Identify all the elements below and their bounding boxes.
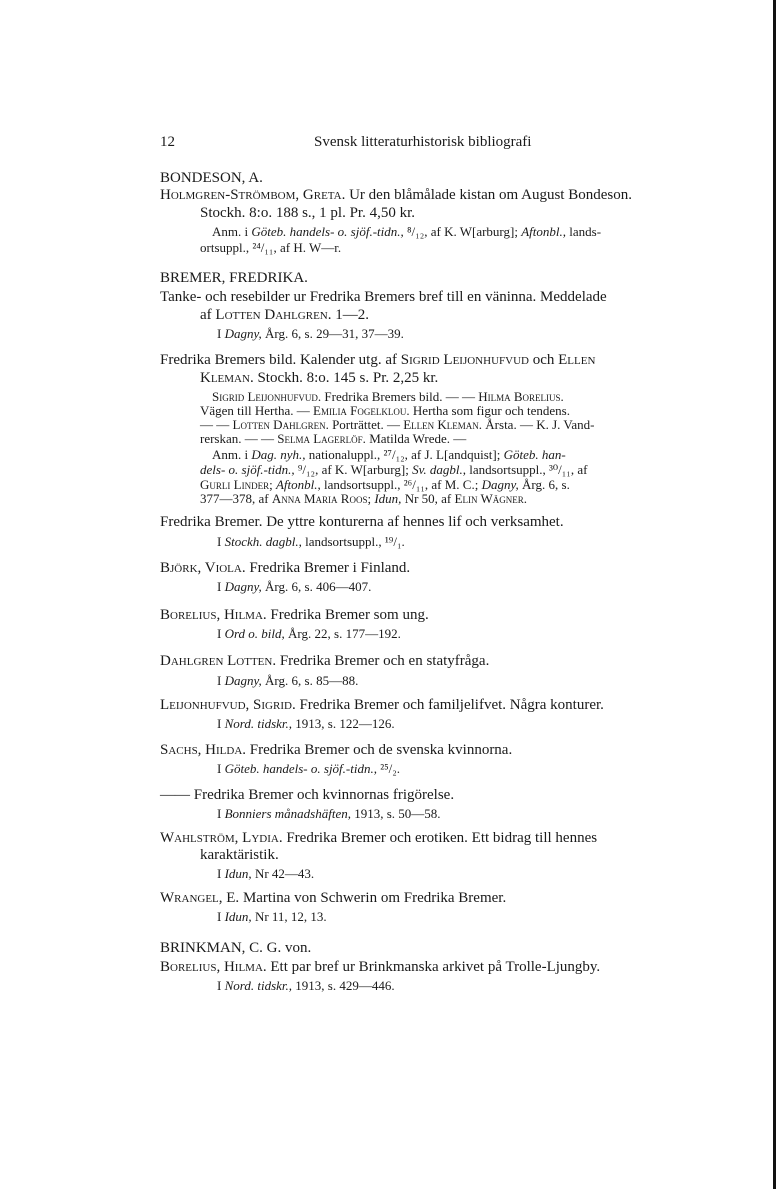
bremer-review-line-1: Anm. i Dag. nyh., nationaluppl., ²⁷/₁₂, af J. L[andquist]; Göteb. han- <box>212 447 566 462</box>
page-number: 12 <box>160 134 175 150</box>
bremer-contents-line-3: — — Lotten Dahlgren. Porträttet. — Ellen Kleman. Årsta. — K. J. Vand- <box>200 417 595 432</box>
bremer-entry-2-line-1: Fredrika Bremers bild. Kalender utg. af Sigrid Leijonhufvud och Ellen <box>160 352 596 368</box>
bremer-entry-9-source: I Bonniers månadshäften, 1913, s. 50—58. <box>217 806 441 821</box>
bremer-entry-5-line-1: Borelius, Hilma. Fredrika Bremer som ung. <box>160 607 429 623</box>
bremer-entry-2-line-2: Kleman. Stockh. 8:o. 145 s. Pr. 2,25 kr. <box>200 370 439 386</box>
bremer-entry-6-line-1: Dahlgren Lotten. Fredrika Bremer och en statyfråga. <box>160 653 490 669</box>
bremer-entry-5-source: I Ord o. bild, Årg. 22, s. 177—192. <box>217 626 401 641</box>
bremer-entry-7-line-1: Leijonhufvud, Sigrid. Fredrika Bremer och familjelifvet. Några konturer. <box>160 697 604 713</box>
brinkman-entry-1-source: I Nord. tidskr., 1913, s. 429—446. <box>217 978 395 993</box>
entry-title: Ur den blåmålade kistan om August Bondeson. <box>349 187 632 203</box>
section-heading-bremer: BREMER, FREDRIKA. <box>160 270 308 286</box>
bremer-review-line-2: dels- o. sjöf.-tidn., ⁹/₁₂, af K. W[arburg]; Sv. dagbl., landsortsuppl., ³⁰/₁₁, af <box>200 462 588 477</box>
bremer-contents-line-1: Sigrid Leijonhufvud. Fredrika Bremers bild. — — Hilma Borelius. <box>212 389 564 404</box>
bremer-entry-4-source: I Dagny, Årg. 6, s. 406—407. <box>217 579 372 594</box>
bremer-entry-3-source: I Stockh. dagbl., landsortsuppl., ¹⁹/₁. <box>217 534 405 549</box>
bremer-entry-1-line-2: af Lotten Dahlgren. 1—2. <box>200 307 369 323</box>
bremer-entry-1-line-1: Tanke- och resebilder ur Fredrika Bremers bref till en väninna. Meddelade <box>160 289 607 305</box>
bondeson-review-line-2: ortsuppl., ²⁴/₁₁, af H. W—r. <box>200 240 342 255</box>
bremer-entry-10-line-2: karaktäristik. <box>200 847 279 863</box>
section-heading-bondeson: BONDESON, A. <box>160 170 263 186</box>
bremer-entry-8-source: I Göteb. handels- o. sjöf.-tidn., ²⁵/₂. <box>217 761 401 776</box>
bremer-entry-1-source: I Dagny, Årg. 6, s. 29—31, 37—39. <box>217 326 404 341</box>
bremer-review-line-3: Gurli Linder; Aftonbl., landsortsuppl., ²⁶/₁₁, af M. C.; Dagny, Årg. 6, s. <box>200 477 570 492</box>
bremer-entry-8-line-1: Sachs, Hilda. Fredrika Bremer och de svenska kvinnorna. <box>160 742 513 758</box>
running-title: Svensk litteraturhistorisk bibliografi <box>314 134 532 150</box>
brinkman-entry-1-line-1: Borelius, Hilma. Ett par bref ur Brinkmanska arkivet på Trolle-Ljungby. <box>160 959 601 975</box>
bremer-entry-4-line-1: Björk, Viola. Fredrika Bremer i Finland. <box>160 560 411 576</box>
bondeson-entry-line-1 <box>160 188 632 203</box>
section-heading-brinkman: BRINKMAN, C. G. von. <box>160 940 312 956</box>
bremer-entry-10-line-1: Wahlström, Lydia. Fredrika Bremer och erotiken. Ett bidrag till hennes <box>160 830 598 846</box>
bremer-contents-line-4: rerskan. — — Selma Lagerlöf. Matilda Wrede. — <box>200 431 467 446</box>
bremer-entry-11-source: I Idun, Nr 11, 12, 13. <box>217 909 327 924</box>
bremer-entry-7-source: I Nord. tidskr., 1913, s. 122—126. <box>217 716 395 731</box>
bondeson-review-line-1: Anm. i Göteb. handels- o. sjöf.-tidn., ⁸/₁₂, af K. W[arburg]; Aftonbl., lands- <box>212 224 602 239</box>
bremer-entry-11-line-1: Wrangel, E. Martina von Schwerin om Fredrika Bremer. <box>160 890 507 906</box>
bremer-contents-line-2: Vägen till Hertha. — Emilia Fogelklou. Hertha som figur och tendens. <box>200 403 570 418</box>
bremer-entry-3-line-1: Fredrika Bremer. De yttre konturerna af hennes lif och verksamhet. <box>160 514 564 530</box>
bremer-review-line-4: 377—378, af Anna Maria Roos; Idun, Nr 50, af Elin Wägner. <box>200 491 527 506</box>
bremer-entry-10-source: I Idun, Nr 42—43. <box>217 866 315 881</box>
bremer-entry-6-source: I Dagny, Årg. 6, s. 85—88. <box>217 673 359 688</box>
bondeson-entry-line-2: Stockh. 8:o. 188 s., 1 pl. Pr. 4,50 kr. <box>200 205 416 221</box>
author-name: Holmgren-Strömbom, Greta. <box>160 187 346 203</box>
bremer-entry-9-line-1: —— Fredrika Bremer och kvinnornas frigörelse. <box>160 787 455 803</box>
